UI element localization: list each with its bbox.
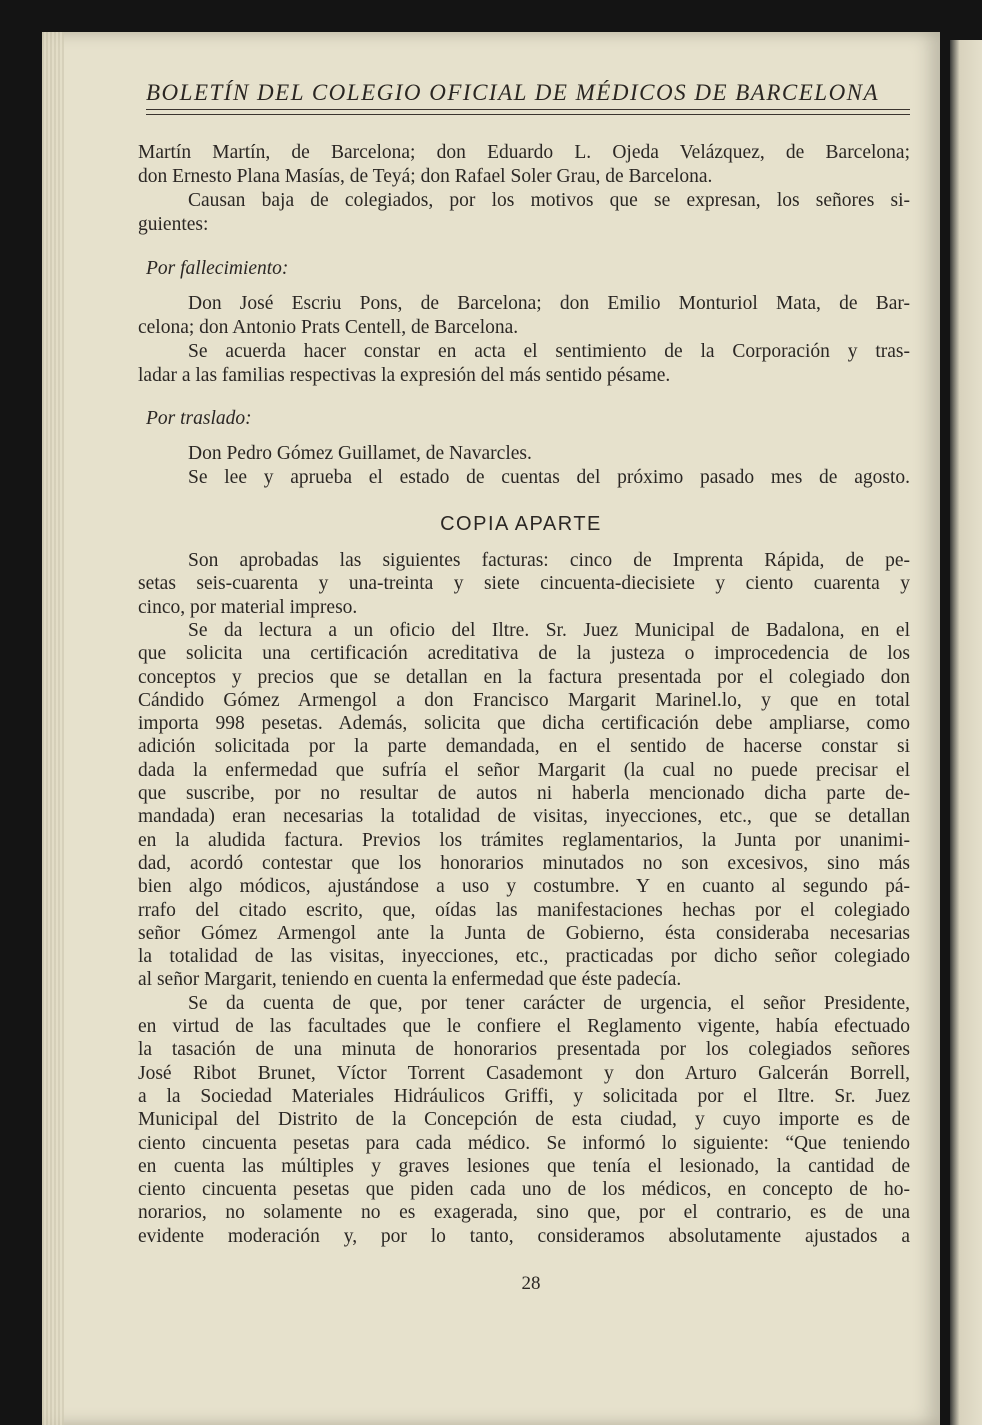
text-line: don Ernesto Plana Masías, de Teyá; don Rafael Soler Grau, de Barcelona. [138, 166, 713, 187]
text-line: Don Pedro Gómez Guillamet, de Navarcles. [188, 443, 532, 464]
text-line: que suscribe, por no resultar de autos ni haberla mencionado dicha parte de- [138, 783, 910, 804]
text-line: setas seis-cuarenta y una-treinta y siete cincuenta-diecisiete y ciento cuarenta y [138, 573, 910, 595]
text-line: a la Sociedad Materiales Hidráulicos Griffi, y solicitada por el Iltre. Sr. Juez [138, 1085, 910, 1107]
text-line: Se lee y aprueba el estado de cuentas del próximo pasado mes de agosto. [188, 467, 910, 488]
text-line: adición solicitada por la parte demandada, en el sentido de hacerse constar si [138, 736, 910, 758]
text-line: Se da lectura a un oficio del Iltre. Sr. Juez Municipal de Badalona, en el [188, 619, 910, 641]
text-line: rrafo del citado escrito, que, oídas las manifestaciones hechas por el colegiado [138, 899, 910, 921]
text-line: celona; don Antonio Prats Centell, de Barcelona. [138, 317, 519, 338]
text-line: Cándido Gómez Armengol a don Francisco Margarit Marinel.lo, y que en total [138, 689, 910, 711]
text-line: Martín Martín, de Barcelona; don Eduardo L. Ojeda Velázquez, de Barcelona; [138, 142, 910, 163]
text-line: ciento cincuenta pesetas para cada médico. Se informó lo siguiente: “Que teniendo [138, 1132, 910, 1154]
text-line: mandada) eran necesarias la totalidad de visitas, inyecciones, etc., que se detallan [138, 806, 910, 828]
header-rule-thin [146, 114, 910, 115]
text-line: en la aludida factura. Previos los trámites reglamentarios, la Junta por unanimi- [138, 829, 910, 851]
text-line: cinco, por material impreso. [138, 596, 358, 618]
text-line: evidente moderación y, por lo tanto, consideramos absolutamente ajustados a [138, 1225, 910, 1247]
text-line: la tasación de una minuta de honorarios presentada por los colegiados señores [138, 1039, 910, 1061]
text-line: al señor Margarit, teniendo en cuenta la enfermedad que éste padecía. [138, 969, 682, 991]
page-stack-edge [42, 32, 64, 1425]
text-line: Don José Escriu Pons, de Barcelona; don Emilio Monturiol Mata, de Bar- [188, 293, 910, 314]
section-title-copia-aparte: COPIA APARTE [440, 513, 602, 535]
facing-page-edge [950, 40, 982, 1425]
text-line: dada la enfermedad que sufría el señor Margarit (la cual no puede precisar el [138, 759, 910, 781]
text-line: Municipal del Distrito de la Concepción de esta ciudad, y cuyo importe es de [138, 1109, 910, 1131]
text-line: Causan baja de colegiados, por los motivos que se expresan, los señores si- [188, 190, 910, 211]
text-line: Son aprobadas las siguientes facturas: cinco de Imprenta Rápida, de pe- [188, 550, 910, 571]
page-number: 28 [521, 1273, 541, 1294]
text-line: ciento cincuenta pesetas que piden cada uno de los médicos, en concepto de ho- [138, 1179, 910, 1201]
section-heading-traslado: Por traslado: [146, 408, 252, 429]
text-line: guientes: [138, 214, 209, 235]
text-line: ladar a las familias respectivas la expresión del más sentido pésame. [138, 365, 671, 386]
text-line: en cuenta las múltiples y graves lesiones que tenía el lesionado, la cantidad de [138, 1155, 910, 1177]
text-line: bien algo módicos, ajustándose a uso y costumbre. Y en cuanto al segundo pá- [138, 876, 910, 898]
text-line: Se da cuenta de que, por tener carácter de urgencia, el señor Presidente, [188, 992, 910, 1014]
text-line: que solicita una certificación acreditativa de la justeza o improcedencia de los [138, 643, 910, 665]
text-line: en virtud de las facultades que le confiere el Reglamento vigente, había efectuado [138, 1016, 910, 1037]
text-line: la totalidad de las visitas, inyecciones, etc., practicadas por dicho señor colegiado [138, 946, 910, 968]
header-rule-thick [146, 109, 910, 110]
text-line: conceptos y precios que se detallan en la factura presentada por el colegiado don [138, 666, 910, 688]
text-line: norarios, no solamente no es exagerada, sino que, por el contrario, es de una [138, 1202, 910, 1224]
running-header: BOLETÍN DEL COLEGIO OFICIAL DE MÉDICOS DE BARCELONA [146, 80, 880, 105]
text-line: Se acuerda hacer constar en acta el sentimiento de la Corporación y tras- [188, 341, 910, 362]
text-line: dad, acordó contestar que los honorarios minutados no son excesivos, sino más [138, 852, 910, 874]
section-heading-fallecimiento: Por fallecimiento: [146, 258, 289, 279]
text-line: señor Gómez Armengol ante la Junta de Gobierno, ésta consideraba necesarias [138, 922, 910, 944]
text-line: José Ribot Brunet, Víctor Torrent Casademont y don Arturo Galcerán Borrell, [138, 1062, 910, 1084]
text-line: importa 998 pesetas. Además, solicita que dicha certificación debe ampliarse, como [138, 713, 910, 735]
